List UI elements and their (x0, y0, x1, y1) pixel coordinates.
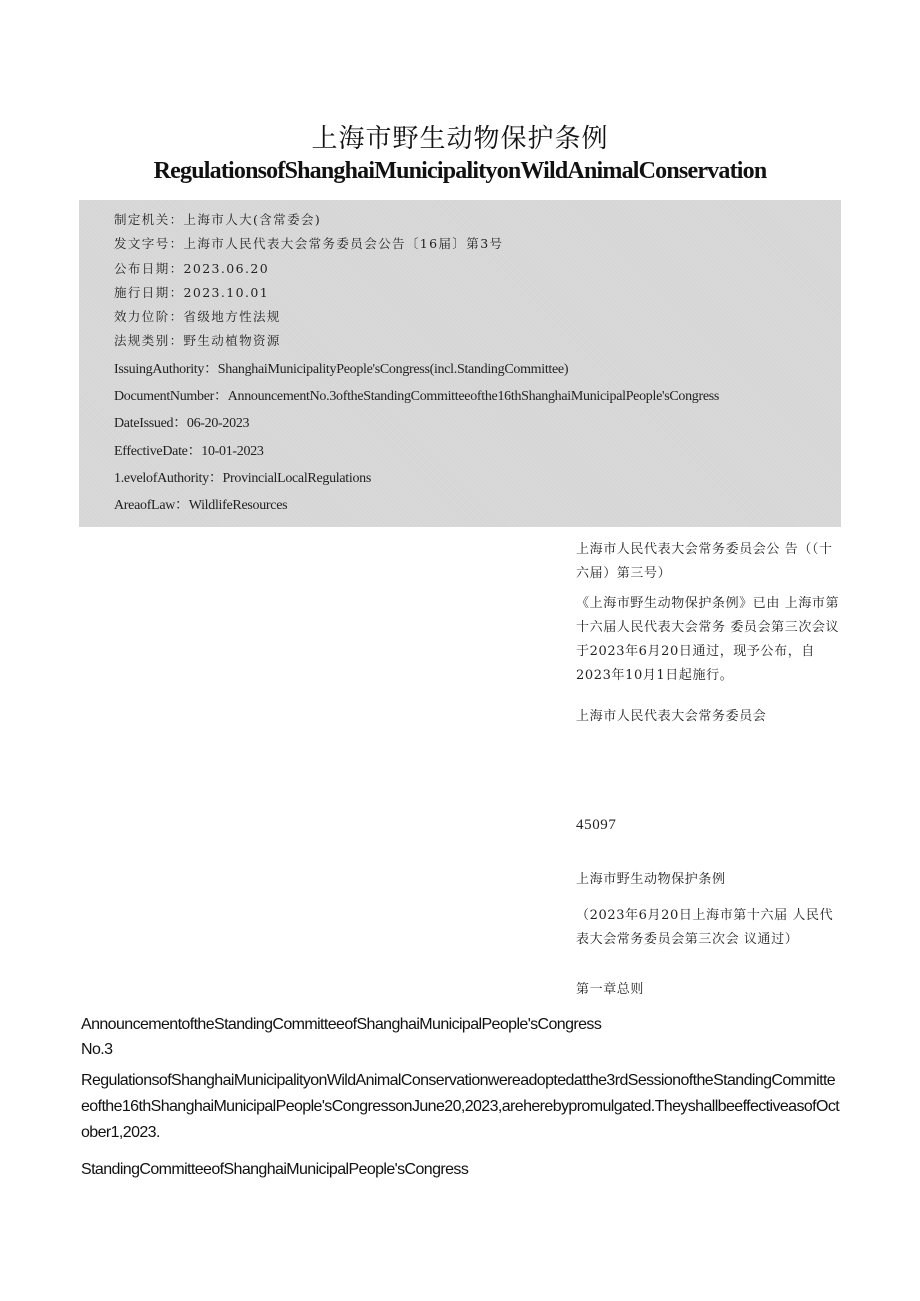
announcement-signature-cn: 上海市人民代表大会常务委员会 (576, 709, 767, 724)
title-chinese: 上海市野生动物保护条例 (311, 124, 609, 154)
document-number-code: 45097 (576, 817, 617, 833)
meta-level-en: 1.evelofAuthority：ProvincialLocalRegulations (114, 471, 372, 486)
metadata-box (79, 200, 841, 527)
announcement-title-en: AnnouncementoftheStandingCommitteeofShanghaiMunicipalPeople'sCongress (81, 1016, 602, 1033)
announcement-number-en: No.3 (81, 1041, 113, 1058)
meta-date-issued-en: DateIssued：06-20-2023 (114, 416, 250, 431)
announcement-title-cn: 上海市人民代表大会常务委员会公 告（（十六届）第三号） (576, 542, 833, 581)
announcement-body-en: RegulationsofShanghaiMunicipalityonWildAnimalConservationwereadoptedatthe3rdSessionoftheStandingCommitteeofthe16thShanghaiMunicipalPeople'sCongressonJune20,2023,areherebypromulgated.TheyshallbeeffectiveasofOctober1,2023. (81, 1072, 840, 1141)
meta-date-issued-cn: 公布日期：2023.06.20 (114, 261, 270, 276)
announcement-signature-en: StandingCommitteeofShanghaiMunicipalPeople'sCongress (81, 1161, 469, 1178)
meta-issuing-authority-cn: 制定机关：上海市人大(含常委会) (114, 212, 322, 227)
meta-document-number-cn: 发文字号：上海市人民代表大会常务委员会公告〔16届〕第3号 (114, 236, 504, 251)
meta-effective-date-cn: 施行日期：2023.10.01 (114, 285, 270, 300)
title-english: RegulationsofShanghaiMunicipalityonWildAnimalConservation (153, 158, 767, 184)
meta-level-cn: 效力位阶：省级地方性法规 (114, 309, 281, 324)
meta-area-en: AreaofLaw：WildlifeResources (114, 498, 288, 513)
meta-issuing-authority-en: IssuingAuthority：ShanghaiMunicipalityPeople'sCongress(incl.StandingCommittee) (114, 362, 569, 377)
chapter-heading-cn: 第一章总则 (576, 982, 645, 997)
meta-document-number-en: DocumentNumber：AnnouncementNo.3oftheStandingCommitteeofthe16thShanghaiMunicipalPeople'sCongress (114, 389, 720, 404)
regulation-title-cn: 上海市野生动物保护条例 (576, 872, 726, 887)
meta-effective-date-en: EffectiveDate：10-01-2023 (114, 444, 264, 459)
announcement-body-cn: 《上海市野生动物保护条例》已由 上海市第十六届人民代表大会常务 委员会第三次会议于2023年6月20日通过，现予公布，自2023年10月1日起施行。 (576, 596, 840, 683)
meta-area-cn: 法规类别：野生动植物资源 (114, 333, 281, 348)
adoption-note-cn: （2023年6月20日上海市第十六届 人民代表大会常务委员会第三次会 议通过） (576, 908, 834, 947)
